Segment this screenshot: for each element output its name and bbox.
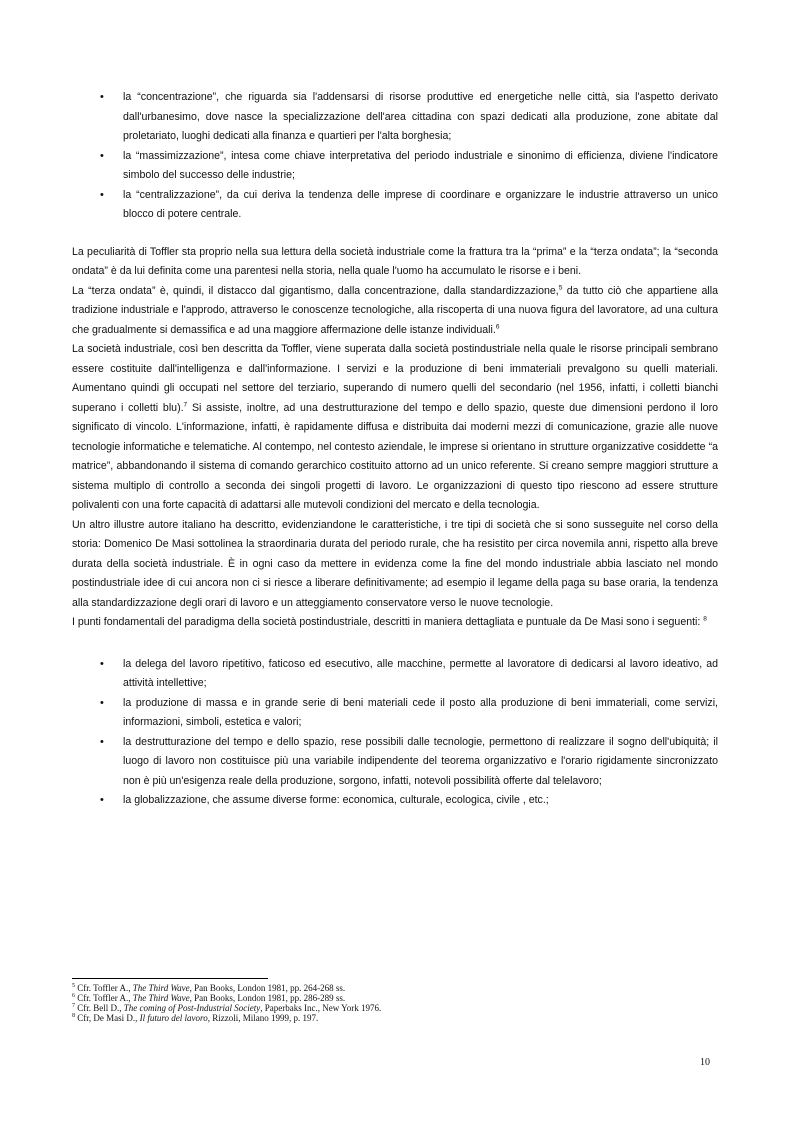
footnote-ref: 5	[558, 283, 563, 291]
page-body	[72, 88, 718, 811]
bullet-icon: •	[100, 794, 104, 806]
footnotes	[72, 983, 718, 1023]
list-item: • la “concentrazione”, che riguarda sia l'addensarsi di risorse produttive ed energetiche nelle città, sia l'aspetto derivato dall'urbanesimo, dove nasce la specializzazione dell'area cittadina con spazi dedicati alla produzione, zone abitate dal proletariato, luoghi dedicati alla finanza e quartieri per l'alta borghesia;	[72, 88, 718, 147]
footnote-ref: 6	[495, 322, 500, 330]
footnote: $^5$ Cfr. Toffler A., The Third Wave, Pan Books, London 1981, pp. 264-268 ss.	[72, 983, 346, 993]
page-number: 10	[700, 1057, 710, 1068]
paragraph: Un altro illustre autore italiano ha descritto, evidenziandone le caratteristiche, i tre tipi di società che si sono susseguite nel corso della storia: Domenico De Masi sottolinea la straordinaria durata del periodo rurale, che ha resistito per circa novemila anni, rispetto alla breve durata della società industriale. È in ogni caso da mettere in evidenza come la fine del mondo industriale abbia lasciato nel mondo postindustriale idee di cui ancora non ci si riesce a liberare definitivamente; ad esempio il legame della paga su base oraria, la tendenza alla standardizzazione degli orari di lavoro e un atteggiamento conservatore verso le nuove tecnologie.	[72, 518, 718, 609]
list-item: • la destrutturazione del tempo e dello spazio, rese possibili dalle tecnologie, permettono di realizzare il sogno dell'ubiquità; il luogo di lavoro non costituisce più una variabile indipendente del teorema organizzativo e l'orario rigidamente sincronizzato non è più un'esigenza reale della produzione, sorgono, infatti, notevoli possibilità offerte dal telelavoro;	[72, 733, 718, 792]
footnote: $^6$ Cfr. Toffler A., The Third Wave, Pan Books, London 1981, pp. 286-289 ss.	[72, 993, 346, 1003]
list-item: • la “centralizzazione”, da cui deriva la tendenza delle imprese di coordinare e organizzare le industrie attraverso un unico blocco di potere centrale.	[72, 186, 718, 225]
list-item: • la “massimizzazione”, intesa come chiave interpretativa del periodo industriale e sinonimo di efficienza, diviene l'indicatore simbolo del successo delle industrie;	[72, 147, 718, 186]
footnote-ref: 8	[703, 615, 707, 623]
paragraph: La società industriale, così ben descritta da Toffler, viene superata dalla società postindustriale nella quale le risorse principali sembrano essere costituite dall'intelligenza e dall'informazione. I servizi e la produzione di beni immateriali prevalgono su quelli materiali. Aumentano quindi gli occupati nel settore del terziario, superando di numero quelli del secondario (nel 1956, infatti, i colletti bianchi superano i colletti blu).$^7$ Si assiste, inoltre, ad una destrutturazione del tempo e dello spazio, queste due dimensioni perdono il loro significato di vincolo. L'informazione, infatti, è rapidamente diffusa e distribuita dai moderni mezzi di comunicazione, grazie alle nuove tecnologie informatiche e telematiche. Al contempo, nel contesto aziendale, le imprese si orientano in strutture organizzative cosiddette “a matrice”, abbandonando il sistema di comando gerarchico costituito attorno ad un unico referente. Si creano sempre maggiori strutture a sistema multiplo di controllo a seconda dei singoli progetti di lavoro. Le organizzazioni di questo tipo riescono ad essere strutture polivalenti con una forte capacità di adattarsi alle mutevoli condizioni del mercato e della tecnologia.	[72, 343, 718, 511]
bullet-icon: •	[100, 149, 104, 162]
bullet-icon: •	[100, 91, 104, 103]
bullet-list-1	[72, 88, 718, 225]
paragraph: La “terza ondata” è, quindi, il distacco dal gigantismo, dalla concentrazione, dalla standardizzazione,$^5$ da tutto ciò che appartiene alla tradizione industriale e l'approdo, attraverso le conoscenze tecnologiche, alla riscoperta di una nuova figura del lavoratore, ad una cultura che gradualmente si demassifica e ad una maggiore affermazione delle istanze individuali.$^6$	[72, 283, 718, 336]
list-item: • la delega del lavoro ripetitivo, faticoso ed esecutivo, alle macchine, permette al lavoratore di dedicarsi al lavoro ideativo, ad attività intellettive;	[72, 655, 718, 694]
list-item: • la globalizzazione, che assume diverse forme: economica, culturale, ecologica, civile , etc.;	[72, 791, 718, 811]
paragraph: La peculiarità di Toffler sta proprio nella sua lettura della società industriale come la frattura tra la “prima” e la “terza ondata”; la “seconda ondata” è da lui definita come una parentesi nella storia, nella quale l'uomo ha accumulato le risorse e i beni.	[72, 245, 718, 277]
list-item: • la produzione di massa e in grande serie di beni materiali cede il posto alla produzione di beni immateriali, come servizi, informazioni, simboli, estetica e valori;	[72, 694, 718, 733]
paragraph: I punti fondamentali del paradigma della società postindustriale, descritti in maniera dettagliata e puntuale da De Masi sono i seguenti: $^8$	[72, 615, 707, 628]
footnote-separator	[72, 978, 268, 979]
bullet-icon: •	[100, 657, 104, 670]
bullet-icon: •	[100, 735, 104, 748]
footnote: $^7$ Cfr. Bell D., The coming of Post-Industrial Society, Paperbaks Inc., New York 1976.	[72, 1003, 382, 1013]
footnote: $^8$ Cfr, De Masi D., Il futuro del lavoro, Rizzoli, Milano 1999, p. 197.	[72, 1013, 319, 1023]
bullet-icon: •	[100, 696, 104, 709]
bullet-icon: •	[100, 188, 104, 201]
bullet-list-2	[72, 655, 718, 811]
footnote-ref: 7	[183, 400, 188, 408]
